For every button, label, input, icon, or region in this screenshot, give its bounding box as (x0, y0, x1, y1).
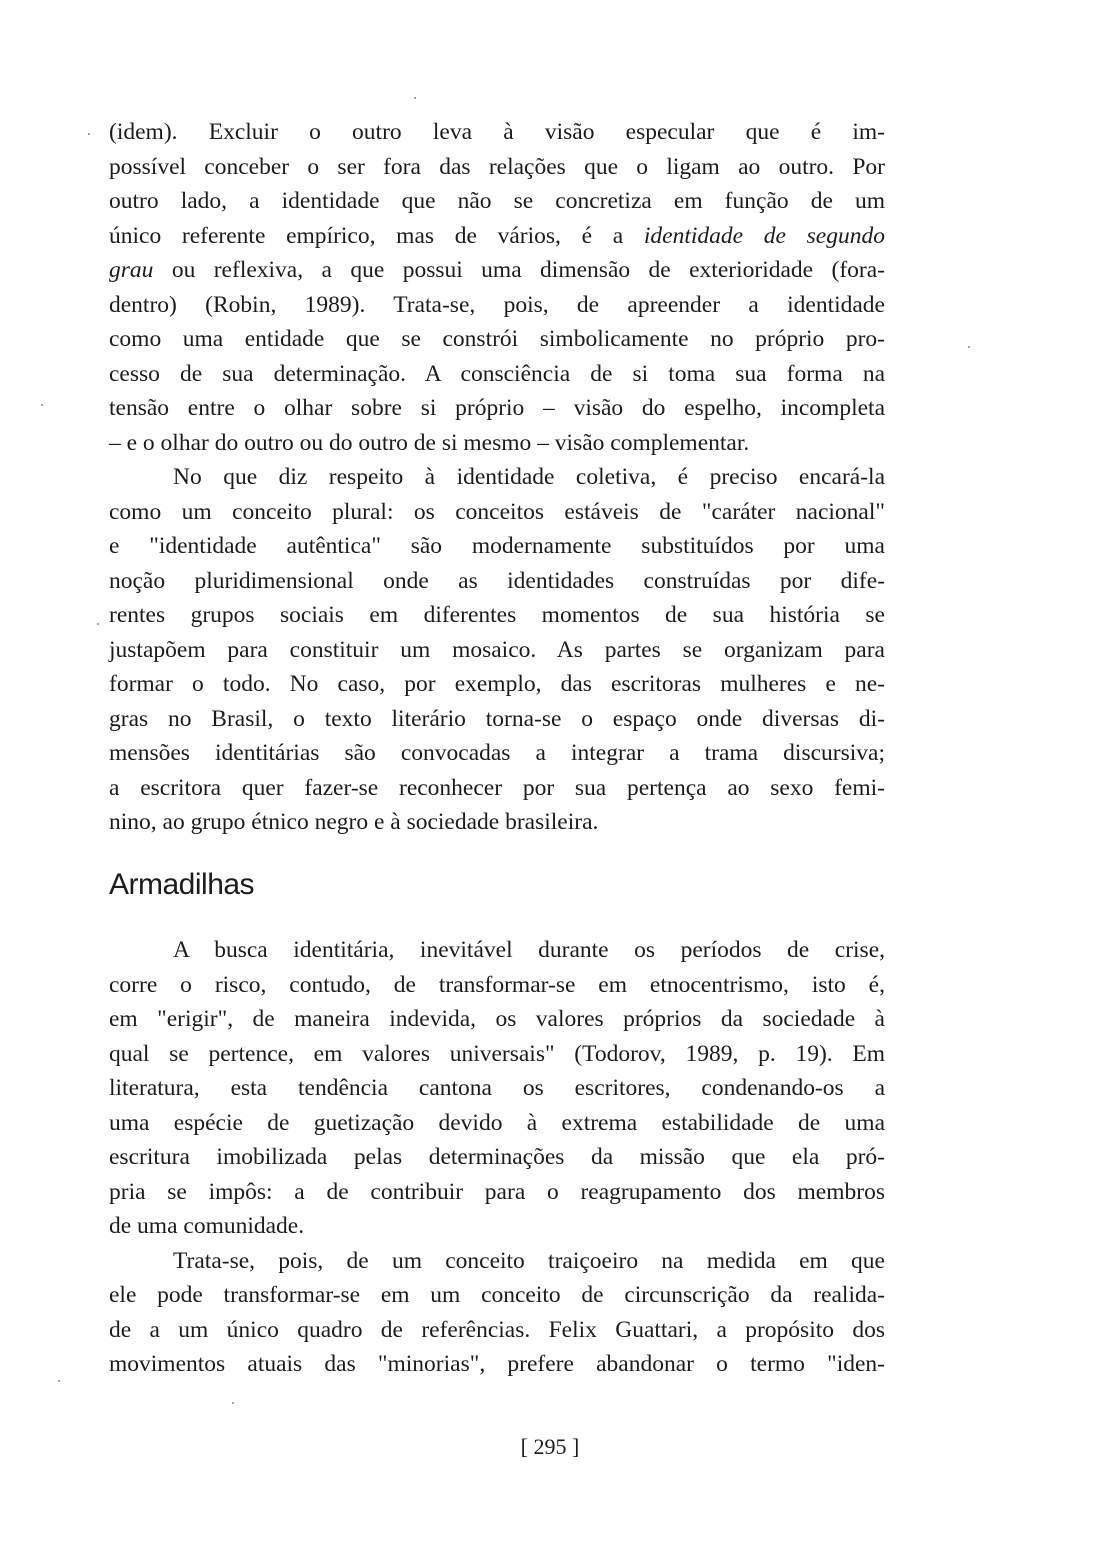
text-line: pria se impôs: a de contribuir para o reagrupamento dos membros (109, 1178, 885, 1205)
text-line: dentro) (Robin, 1989). Trata-se, pois, de apreender a identidade (109, 291, 885, 318)
text-line: ele pode transformar-se em um conceito de circunscrição da realida- (109, 1282, 885, 1308)
text-line: a escritora quer fazer-se reconhecer por sua pertença ao sexo femi- (109, 774, 885, 801)
text-line: outro lado, a identidade que não se concretiza em função de um (109, 188, 885, 214)
text-line: formar o todo. No caso, por exemplo, das escritoras mulheres e ne- (109, 671, 885, 697)
text-line: noção pluridimensional onde as identidades construídas por dife- (109, 567, 885, 594)
body-text-lower (109, 933, 885, 1382)
text-line: gras no Brasil, o texto literário torna-se o espaço onde diversas di- (109, 705, 885, 732)
text-line: tensão entre o olhar sobre si próprio – visão do espelho, incompleta (109, 395, 885, 421)
paragraph-1 (109, 115, 885, 460)
text-line: mensões identitárias são convocadas a integrar a trama discursiva; (109, 740, 885, 766)
text-line: único referente empírico, mas de vários, é a identidade de segundo (109, 222, 885, 249)
scan-speck (41, 404, 43, 406)
text-line: escritura imobilizada pelas determinações da missão que ela pró- (109, 1144, 885, 1170)
text-line: corre o risco, contudo, de transformar-se em etnocentrismo, isto é, (109, 971, 885, 998)
text-line: qual se pertence, em valores universais" (Todorov, 1989, p. 19). Em (109, 1040, 885, 1067)
text-line: cesso de sua determinação. A consciência de si toma sua forma na (109, 360, 885, 387)
italic-term: grau (109, 257, 154, 283)
italic-term: identidade de segundo (643, 222, 885, 249)
text-line: possível conceber o ser fora das relações que o ligam ao outro. Por (109, 153, 885, 180)
text-line: literatura, esta tendência cantona os escritores, condenando-os a (109, 1075, 885, 1101)
scan-speck (968, 346, 970, 348)
text-line: uma espécie de guetização devido à extrema estabilidade de uma (109, 1109, 885, 1136)
paragraph-2 (109, 460, 885, 840)
text-line: rentes grupos sociais em diferentes momentos de sua história se (109, 602, 885, 628)
text-line: nino, ao grupo étnico negro e à sociedade brasileira. (109, 809, 599, 835)
text-line: A busca identitária, inevitável durante os períodos de crise, (173, 937, 885, 963)
text-line: de a um único quadro de referências. Felix Guattari, a propósito dos (109, 1316, 885, 1343)
text-line: No que diz respeito à identidade coletiva, é preciso encará-la (173, 464, 885, 490)
text-line: (idem). Excluir o outro leva à visão especular que é im- (109, 119, 885, 145)
scan-speck (414, 97, 416, 99)
page-number: [ 295 ] (520, 1434, 580, 1459)
text-line: e "identidade autêntica" são modernamente substituídos por uma (109, 533, 885, 559)
text-line: – e o olhar do outro ou do outro de si mesmo – visão complementar. (109, 429, 750, 456)
text-line: em "erigir", de maneira indevida, os valores próprios da sociedade à (109, 1006, 885, 1032)
scan-speck (88, 133, 90, 135)
text-line: movimentos atuais das "minorias", prefere abandonar o termo "iden- (109, 1351, 885, 1377)
text-line: justapõem para constituir um mosaico. As partes se organizam para (109, 636, 885, 663)
section-heading: Armadilhas (109, 868, 255, 901)
paragraph-3 (109, 933, 885, 1244)
text-line: de uma comunidade. (109, 1213, 305, 1239)
text-line: como uma entidade que se constrói simbolicamente no próprio pro- (109, 326, 885, 352)
paragraph-4 (109, 1244, 885, 1382)
text-line: como um conceito plural: os conceitos estáveis de "caráter nacional" (109, 498, 885, 525)
text-line: Trata-se, pois, de um conceito traiçoeiro na medida em que (173, 1247, 885, 1274)
scan-speck (232, 1402, 234, 1404)
scan-speck (97, 623, 99, 625)
text-line: grau ou reflexiva, a que possui uma dimensão de exterioridade (fora- (109, 257, 885, 283)
scan-speck (58, 1380, 60, 1382)
body-text-upper (109, 115, 885, 840)
